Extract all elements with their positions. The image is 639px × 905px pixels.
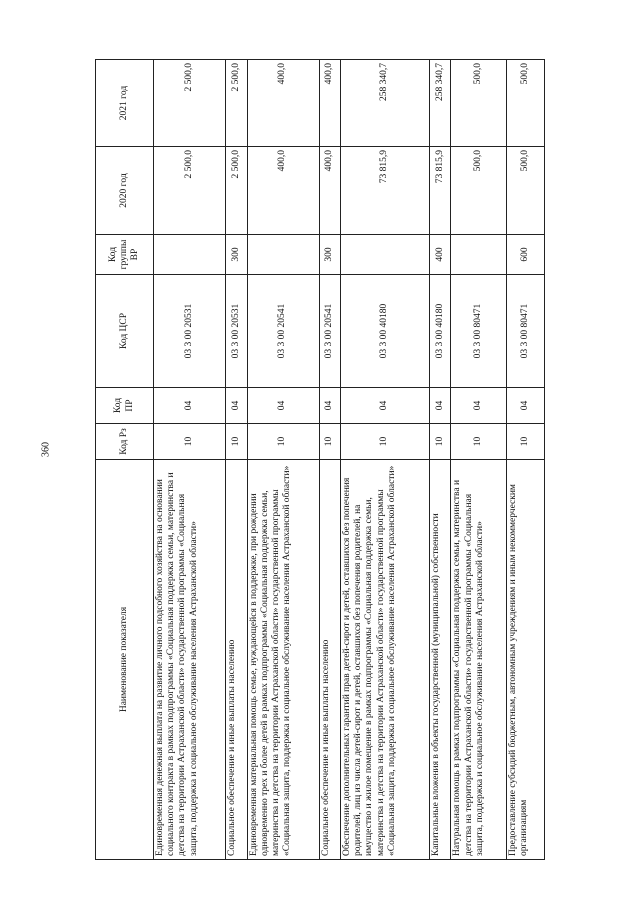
cell-vr: 300 [319, 235, 340, 275]
cell-pr: 04 [451, 388, 506, 424]
header-csr: Код ЦСР [96, 275, 154, 388]
cell-name: Единовременная денежная выплата на развитие личного подсобного хозяйства на основании социального контракта в рамках подпрограммы «Социальная поддержка семьи, материнства и детства на территории Астраханской области» государственной программы «Социальная защита, поддержка и социальное обслуживание населения Астраханской области» [154, 460, 226, 860]
cell-rz: 10 [451, 424, 506, 460]
table-row [154, 60, 226, 860]
cell-vr: 400 [430, 235, 451, 275]
cell-vr [451, 235, 506, 275]
table-row [319, 60, 340, 860]
cell-name: Социальное обеспечение и иные выплаты населению [319, 460, 340, 860]
cell-csr: 03 3 00 20531 [154, 275, 226, 388]
budget-table [95, 59, 545, 860]
cell-vr [154, 235, 226, 275]
cell-csr: 03 3 00 80471 [451, 275, 506, 388]
table-row [247, 60, 319, 860]
table-row [451, 60, 506, 860]
cell-y2020: 73 815,9 [341, 147, 430, 235]
cell-y2020: 400,0 [319, 147, 340, 235]
table-row [341, 60, 430, 860]
table-row [506, 60, 544, 860]
cell-pr: 04 [226, 388, 247, 424]
header-2021: 2021 год [96, 60, 154, 147]
cell-csr: 03 3 00 40180 [430, 275, 451, 388]
cell-csr: 03 3 00 40180 [341, 275, 430, 388]
cell-y2021: 400,0 [247, 60, 319, 147]
cell-y2020: 500,0 [451, 147, 506, 235]
cell-rz: 10 [341, 424, 430, 460]
cell-pr: 04 [341, 388, 430, 424]
table-row [430, 60, 451, 860]
cell-y2021: 2 500,0 [226, 60, 247, 147]
cell-rz: 10 [319, 424, 340, 460]
cell-y2021: 258 340,7 [341, 60, 430, 147]
cell-vr: 300 [226, 235, 247, 275]
cell-y2020: 500,0 [506, 147, 544, 235]
table-header-row [96, 60, 154, 860]
cell-csr: 03 3 00 20541 [247, 275, 319, 388]
cell-y2020: 2 500,0 [226, 147, 247, 235]
cell-y2020: 73 815,9 [430, 147, 451, 235]
cell-name: Обеспечение дополнительных гарантий прав детей-сирот и детей, оставшихся без попечения родителей, лиц из числа детей-сирот и детей, оставшихся без попечения родителей, на имущество и жилое помещение в рамках подпрограммы «Социальная поддержка семьи, материнства и детства на территории Астраханской области» государственной программы «Социальная защита, поддержка и социальное обслуживание населения Астраханской области» [341, 460, 430, 860]
cell-rz: 10 [226, 424, 247, 460]
header-vr: Код группы ВР [96, 235, 154, 275]
cell-rz: 10 [430, 424, 451, 460]
cell-name: Капитальные вложения в объекты государственной (муниципальной) собственности [430, 460, 451, 860]
cell-csr: 03 3 00 20531 [226, 275, 247, 388]
header-2020: 2020 год [96, 147, 154, 235]
cell-name: Натуральная помощь в рамках подпрограммы «Социальная поддержка семьи, материнства и детства на территории Астраханской области» государственной программы «Социальная защита, поддержка и социальное обслуживание населения Астраханской области» [451, 460, 506, 860]
page-number: 360 [40, 442, 52, 457]
cell-y2021: 2 500,0 [154, 60, 226, 147]
cell-pr: 04 [430, 388, 451, 424]
table-rotated-wrapper [95, 60, 545, 860]
cell-rz: 10 [506, 424, 544, 460]
cell-y2021: 500,0 [506, 60, 544, 147]
cell-y2021: 258 340,7 [430, 60, 451, 147]
cell-vr: 600 [506, 235, 544, 275]
cell-name: Социальное обеспечение и иные выплаты населению [226, 460, 247, 860]
cell-name: Предоставление субсидий бюджетным, автономным учреждениям и иным некоммерческим организациям [506, 460, 544, 860]
cell-csr: 03 3 00 80471 [506, 275, 544, 388]
table-row [226, 60, 247, 860]
cell-pr: 04 [319, 388, 340, 424]
cell-vr [341, 235, 430, 275]
cell-y2020: 2 500,0 [154, 147, 226, 235]
cell-name: Единовременная материальная помощь семье, нуждающейся в поддержке, при рождении одновременно трех и более детей в рамках подпрограммы «Социальная поддержка семьи, материнства и детства на территории Астраханской области» государственной программы «Социальная защита, поддержка и социальное обслуживание населения Астраханской области» [247, 460, 319, 860]
header-name: Наименование показателя [96, 460, 154, 860]
cell-pr: 04 [154, 388, 226, 424]
cell-y2020: 400,0 [247, 147, 319, 235]
cell-vr [247, 235, 319, 275]
cell-pr: 04 [247, 388, 319, 424]
cell-rz: 10 [154, 424, 226, 460]
cell-csr: 03 3 00 20541 [319, 275, 340, 388]
cell-y2021: 500,0 [451, 60, 506, 147]
cell-y2021: 400,0 [319, 60, 340, 147]
header-pr: Код ПР [96, 388, 154, 424]
header-rz: Код Рз [96, 424, 154, 460]
cell-rz: 10 [247, 424, 319, 460]
cell-pr: 04 [506, 388, 544, 424]
